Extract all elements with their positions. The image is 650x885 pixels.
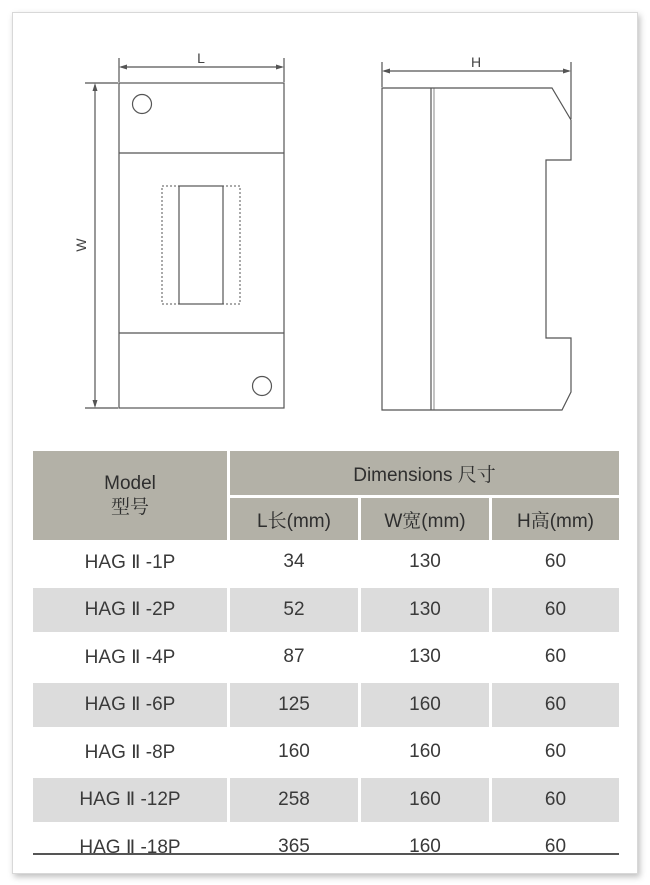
bottom-rule	[33, 853, 619, 855]
dimensions-table	[33, 451, 619, 870]
header-model-cn: 型号	[110, 496, 149, 518]
front-outline	[119, 83, 284, 408]
cell-height: 60	[492, 727, 619, 775]
front-view	[119, 83, 284, 408]
cell-width: 130	[361, 585, 492, 633]
table-row	[33, 822, 619, 870]
dimension-w	[85, 83, 118, 408]
header-dimensions: Dimensions 尺寸	[230, 451, 619, 498]
cell-length: 258	[230, 775, 361, 823]
cell-width: 160	[361, 727, 492, 775]
cell-height: 60	[492, 680, 619, 728]
table-row	[33, 585, 619, 633]
label-l: L	[197, 50, 205, 66]
cell-length: 34	[230, 540, 361, 585]
cell-model: HAG Ⅱ -6P	[33, 680, 230, 728]
header-model-en: Model	[104, 472, 156, 494]
cell-length: 52	[230, 585, 361, 633]
header-height: H高(mm)	[492, 498, 619, 540]
cell-length: 87	[230, 632, 361, 680]
cell-width: 160	[361, 822, 492, 870]
cell-height: 60	[544, 551, 567, 573]
table-row	[33, 680, 619, 728]
cell-height: 60	[492, 822, 619, 870]
cell-height: 60	[492, 632, 619, 680]
cell-model: HAG Ⅱ -8P	[33, 727, 230, 775]
cell-model: HAG Ⅱ -2P	[33, 585, 230, 633]
cell-height: 60	[492, 585, 619, 633]
table-row	[33, 540, 619, 585]
header-model	[33, 451, 230, 540]
header-length: L长(mm)	[230, 498, 361, 540]
side-outline	[382, 88, 571, 410]
table-row	[33, 632, 619, 680]
cell-model: HAG Ⅱ -18P	[33, 822, 230, 870]
cell-length: 365	[230, 822, 361, 870]
label-w: W	[73, 238, 89, 252]
side-view	[382, 88, 571, 410]
cell-width: 160	[361, 775, 492, 823]
cell-height: 60	[492, 775, 619, 823]
cell-model: HAG Ⅱ -4P	[33, 632, 230, 680]
header-width: W宽(mm)	[361, 498, 492, 540]
cell-length: 125	[230, 680, 361, 728]
table-row	[33, 775, 619, 823]
cell-model: HAG Ⅱ -1P	[33, 540, 230, 585]
cell-width: 130	[361, 540, 492, 585]
cell-length: 160	[230, 727, 361, 775]
table-row	[33, 727, 619, 775]
cell-model: HAG Ⅱ -12P	[33, 775, 230, 823]
cell-width: 160	[361, 680, 492, 728]
cell-width: 130	[361, 632, 492, 680]
label-h: H	[470, 54, 482, 70]
